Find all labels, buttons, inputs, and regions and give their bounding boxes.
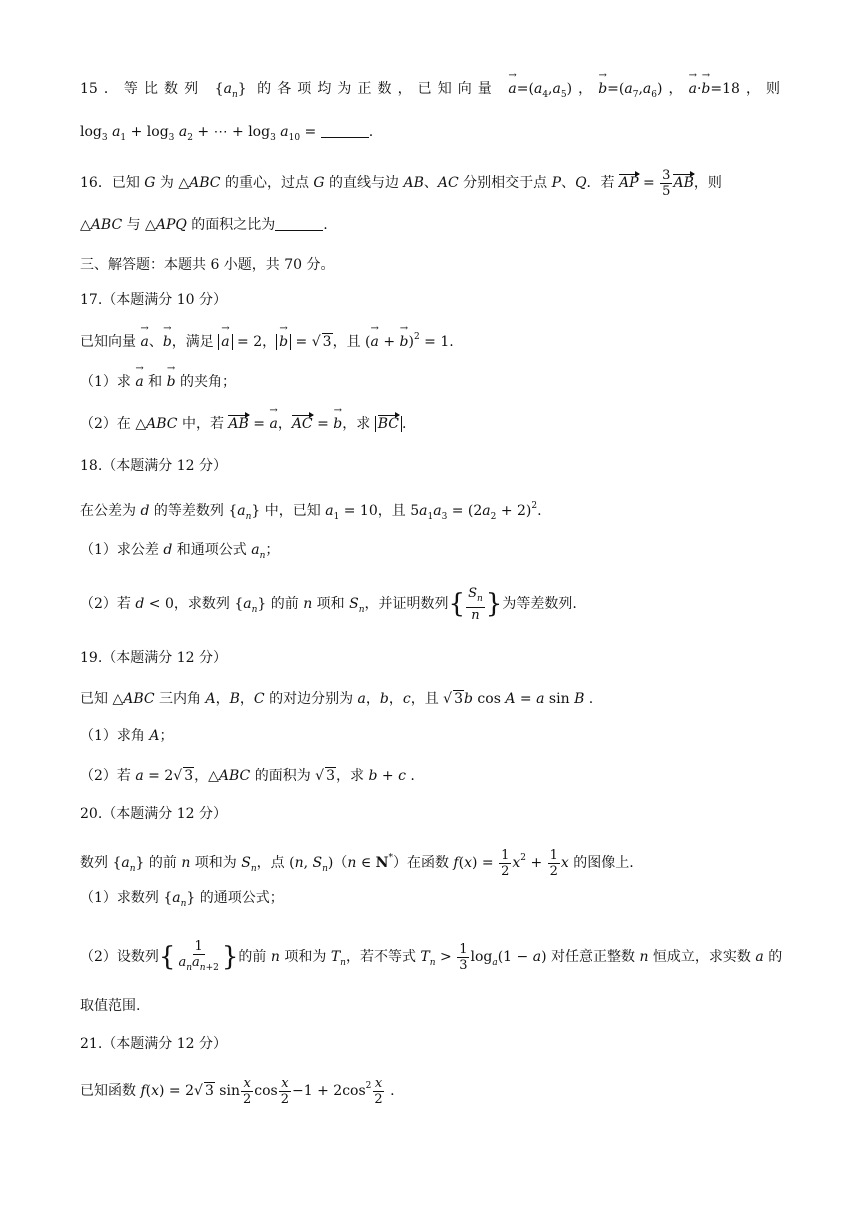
question-17-part-1: （1）求 → a 和 → b 的夹角； bbox=[0, 369, 860, 395]
question-16-stem: 16．已知 G 为 △ABC 的重心，过点 G 的直线与边 AB、AC 分别相交于点 P、Q．若 AP = $\frac{3}{5}$ AB，则 bbox=[80, 167, 722, 199]
question-20-stem: 数列 $\{a_n\}$ 的前 n 项和为 $S_n$，点 (n, $S_n)(n$ ∈ N*）在函数 f(x) = $\frac{1}{2}$ $x^2$ + $\frac{1}{2}$ x 的图像上. bbox=[80, 847, 634, 879]
question-19-part-1: （1）求角 A； bbox=[80, 728, 174, 744]
question-19-header: 19.（本题满分 12 分） bbox=[80, 650, 227, 666]
question-20-part-2: （2）设数列{ $\frac{1}{a_na_{n+2}}$ }的前 n 项和为 $T_n$，若不等式 $T_n$ > $\frac{1}{3}$ $\log_a(1 - a)$ 对任意正整数 n 恒成立，求实数 a 的 bbox=[80, 938, 783, 973]
question-20-part-1: （1）求数列 $\{a_n\}$ 的通项公式； bbox=[80, 890, 284, 909]
question-15-expression: $\log_3 a_1 + \log_3 a_2$ + ⋯ + $\log_3 a_{10}$ = . bbox=[80, 124, 374, 143]
question-15-stem: 15．等比数列 $\{a_n\}$ 的各项均为正数，已知向量 → $a=(a_4,a_5)$，→ $b=(a_7,a_6)$，→ a·→ b=18，则 bbox=[80, 76, 780, 108]
question-17-part-2: （2）在 △ABC 中，若 AB = → a，AC = → b，求 BC . bbox=[0, 411, 860, 437]
question-16-line-1 bbox=[0, 165, 860, 201]
question-17-header: 17.（本题满分 10 分） bbox=[80, 292, 227, 308]
section-3-heading: 三、解答题：本题共 6 小题，共 70 分。 bbox=[80, 257, 335, 273]
question-20-header: 20.（本题满分 12 分） bbox=[80, 806, 227, 822]
question-21-stem: 已知函数 f(x) = 2√ 3 sin $\frac{x}{2}$ cos $\frac{x}{2}$ $-1 + 2\cos^2$ $\frac{x}{2}$ . bbox=[80, 1075, 395, 1107]
question-15-line-2 bbox=[0, 119, 860, 145]
question-16-ask: △ABC 与 △APQ 的面积之比为 . bbox=[80, 217, 328, 233]
question-19-part-2: （2）若 a = 2√ 3，△ABC 的面积为 √ 3，求 b + c . bbox=[80, 768, 415, 784]
answer-blank bbox=[321, 123, 369, 138]
question-21-header: 21.（本题满分 12 分） bbox=[80, 1036, 227, 1052]
question-19-stem: 已知 △ABC 三内角 A，B，C 的对边分别为 a，b，c，且 √ 3b cos A = a sin B . bbox=[80, 691, 594, 707]
question-18-part-2: （2）若 d < 0，求数列 $\{a_n\}$ 的前 n 项和 $S_n$，并证明数列{ $\frac{S_n}{n}$ }为等差数列. bbox=[80, 585, 577, 623]
question-20-part-2-cont: 取值范围. bbox=[80, 998, 141, 1014]
question-16-line-2 bbox=[0, 212, 860, 238]
question-18-stem: 在公差为 d 的等差数列 $\{a_n\}$ 中，已知 $a_1 = 10$，且 $5a_1a_3 = (2a_2 + 2)^2$. bbox=[80, 501, 542, 522]
question-17-stem: 已知向量 → a、→ b，满足 → a = 2，→ b = √ 3，且 (→ a + → b)$^2$ = 1. bbox=[0, 324, 860, 350]
answer-blank bbox=[275, 216, 323, 231]
question-18-header: 18.（本题满分 12 分） bbox=[80, 458, 227, 474]
question-18-part-1: （1）求公差 d 和通项公式 $a_n$； bbox=[80, 542, 280, 561]
question-15-line-1 bbox=[0, 76, 860, 102]
